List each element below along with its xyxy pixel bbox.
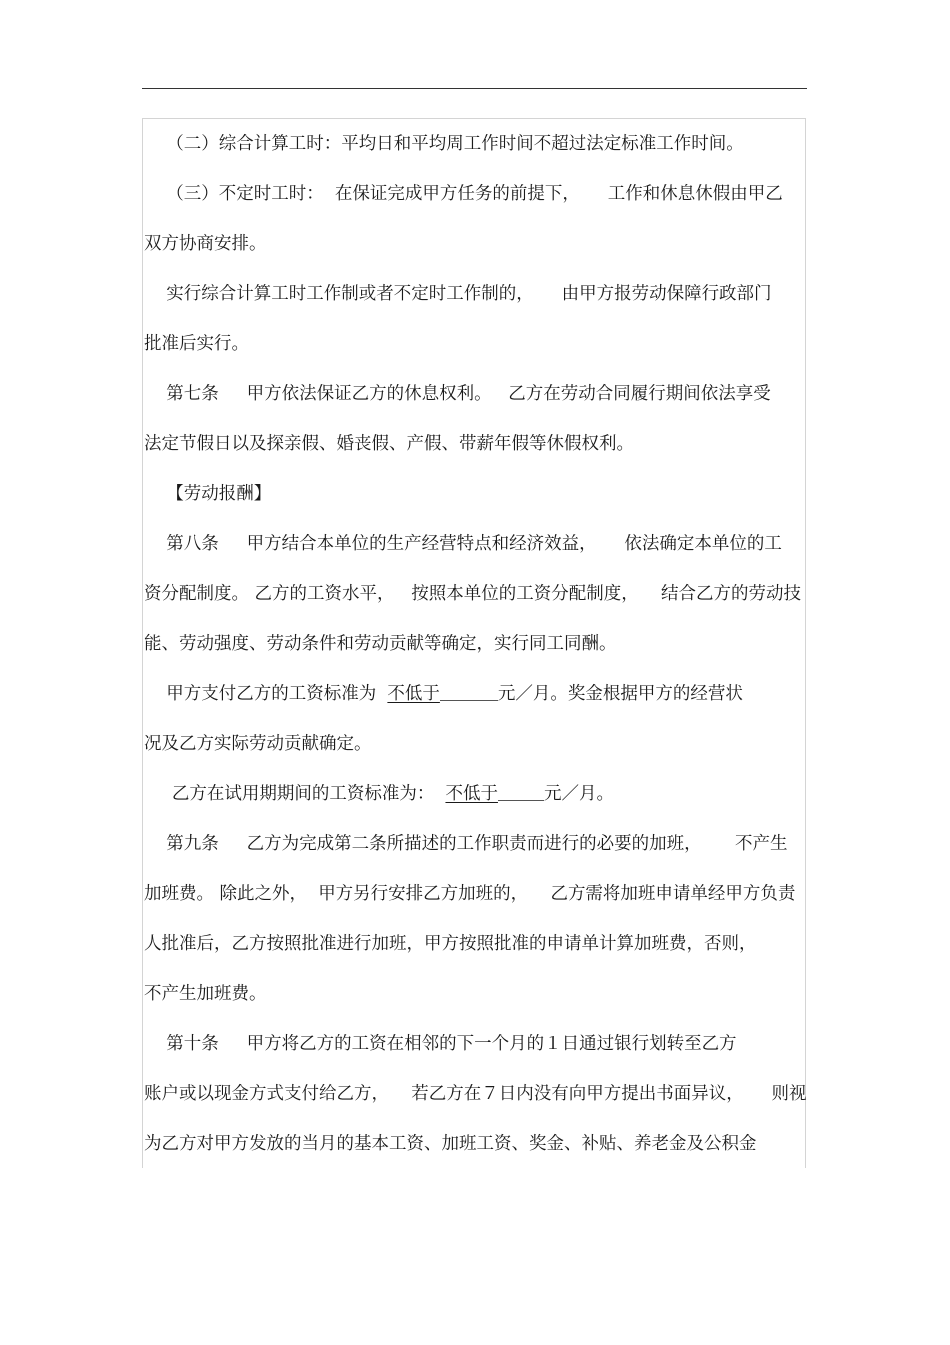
salary-amount-label: 不低于: [387, 684, 440, 704]
clause-line: 第八条 甲方结合本单位的生产经营特点和经济效益， 依法确定本单位的工: [144, 534, 782, 554]
salary-suffix: 元／月。奖金根据甲方的经营状: [497, 684, 743, 704]
probation-amount-blank[interactable]: [498, 784, 544, 801]
probation-line: [144, 782, 806, 806]
clause-line: 实行综合计算工时工作制或者不定时工作制的， 由甲方报劳动保障行政部门: [144, 284, 772, 304]
clause-line: 能、劳动强度、劳动条件和劳动贡献等确定，实行同工同酬。: [144, 634, 617, 654]
probation-suffix: 元／月。: [543, 784, 614, 804]
clause-line: 为乙方对甲方发放的当月的基本工资、加班工资、奖金、补贴、养老金及公积金: [144, 1134, 757, 1154]
clause-line: 第七条 甲方依法保证乙方的休息权利。 乙方在劳动合同履行期间依法享受: [144, 384, 771, 404]
clause-line: 第九条 乙方为完成第二条所描述的工作职责而进行的必要的加班， 不产生: [144, 834, 788, 854]
salary-line: [144, 682, 806, 706]
clause-line: 第十条 甲方将乙方的工资在相邻的下一个月的１日通过银行划转至乙方: [144, 1034, 737, 1054]
section-heading: 【劳动报酬】: [144, 484, 272, 504]
clause-line: 账户或以现金方式支付给乙方， 若乙方在７日内没有向甲方提出书面异议， 则视: [144, 1084, 807, 1104]
salary-amount-blank[interactable]: [440, 684, 498, 701]
clause-line: （二）综合计算工时：平均日和平均周工作时间不超过法定标准工作时间。: [144, 134, 744, 154]
clause-line: 批准后实行。: [144, 334, 249, 354]
clause-line: 人批准后，乙方按照批准进行加班，甲方按照批准的申请单计算加班费，否则，: [144, 934, 757, 954]
clause-line: 加班费。 除此之外， 甲方另行安排乙方加班的， 乙方需将加班申请单经甲方负责: [144, 884, 796, 904]
clause-line: 不产生加班费。: [144, 984, 267, 1004]
probation-prefix: 乙方在试用期期间的工资标准为：: [144, 784, 446, 804]
clause-line: 况及乙方实际劳动贡献确定。: [144, 734, 372, 754]
header-rule: [142, 88, 807, 89]
clause-line: 资分配制度。 乙方的工资水平， 按照本单位的工资分配制度， 结合乙方的劳动技: [144, 584, 801, 604]
probation-amount-label: 不低于: [445, 784, 498, 804]
salary-prefix: 甲方支付乙方的工资标准为: [144, 684, 388, 704]
clause-line: 法定节假日以及探亲假、婚丧假、产假、带薪年假等休假权利。: [144, 434, 634, 454]
clause-line: （三）不定时工时： 在保证完成甲方任务的前提下， 工作和休息休假由甲乙: [144, 184, 783, 204]
clause-line: 双方协商安排。: [144, 234, 267, 254]
